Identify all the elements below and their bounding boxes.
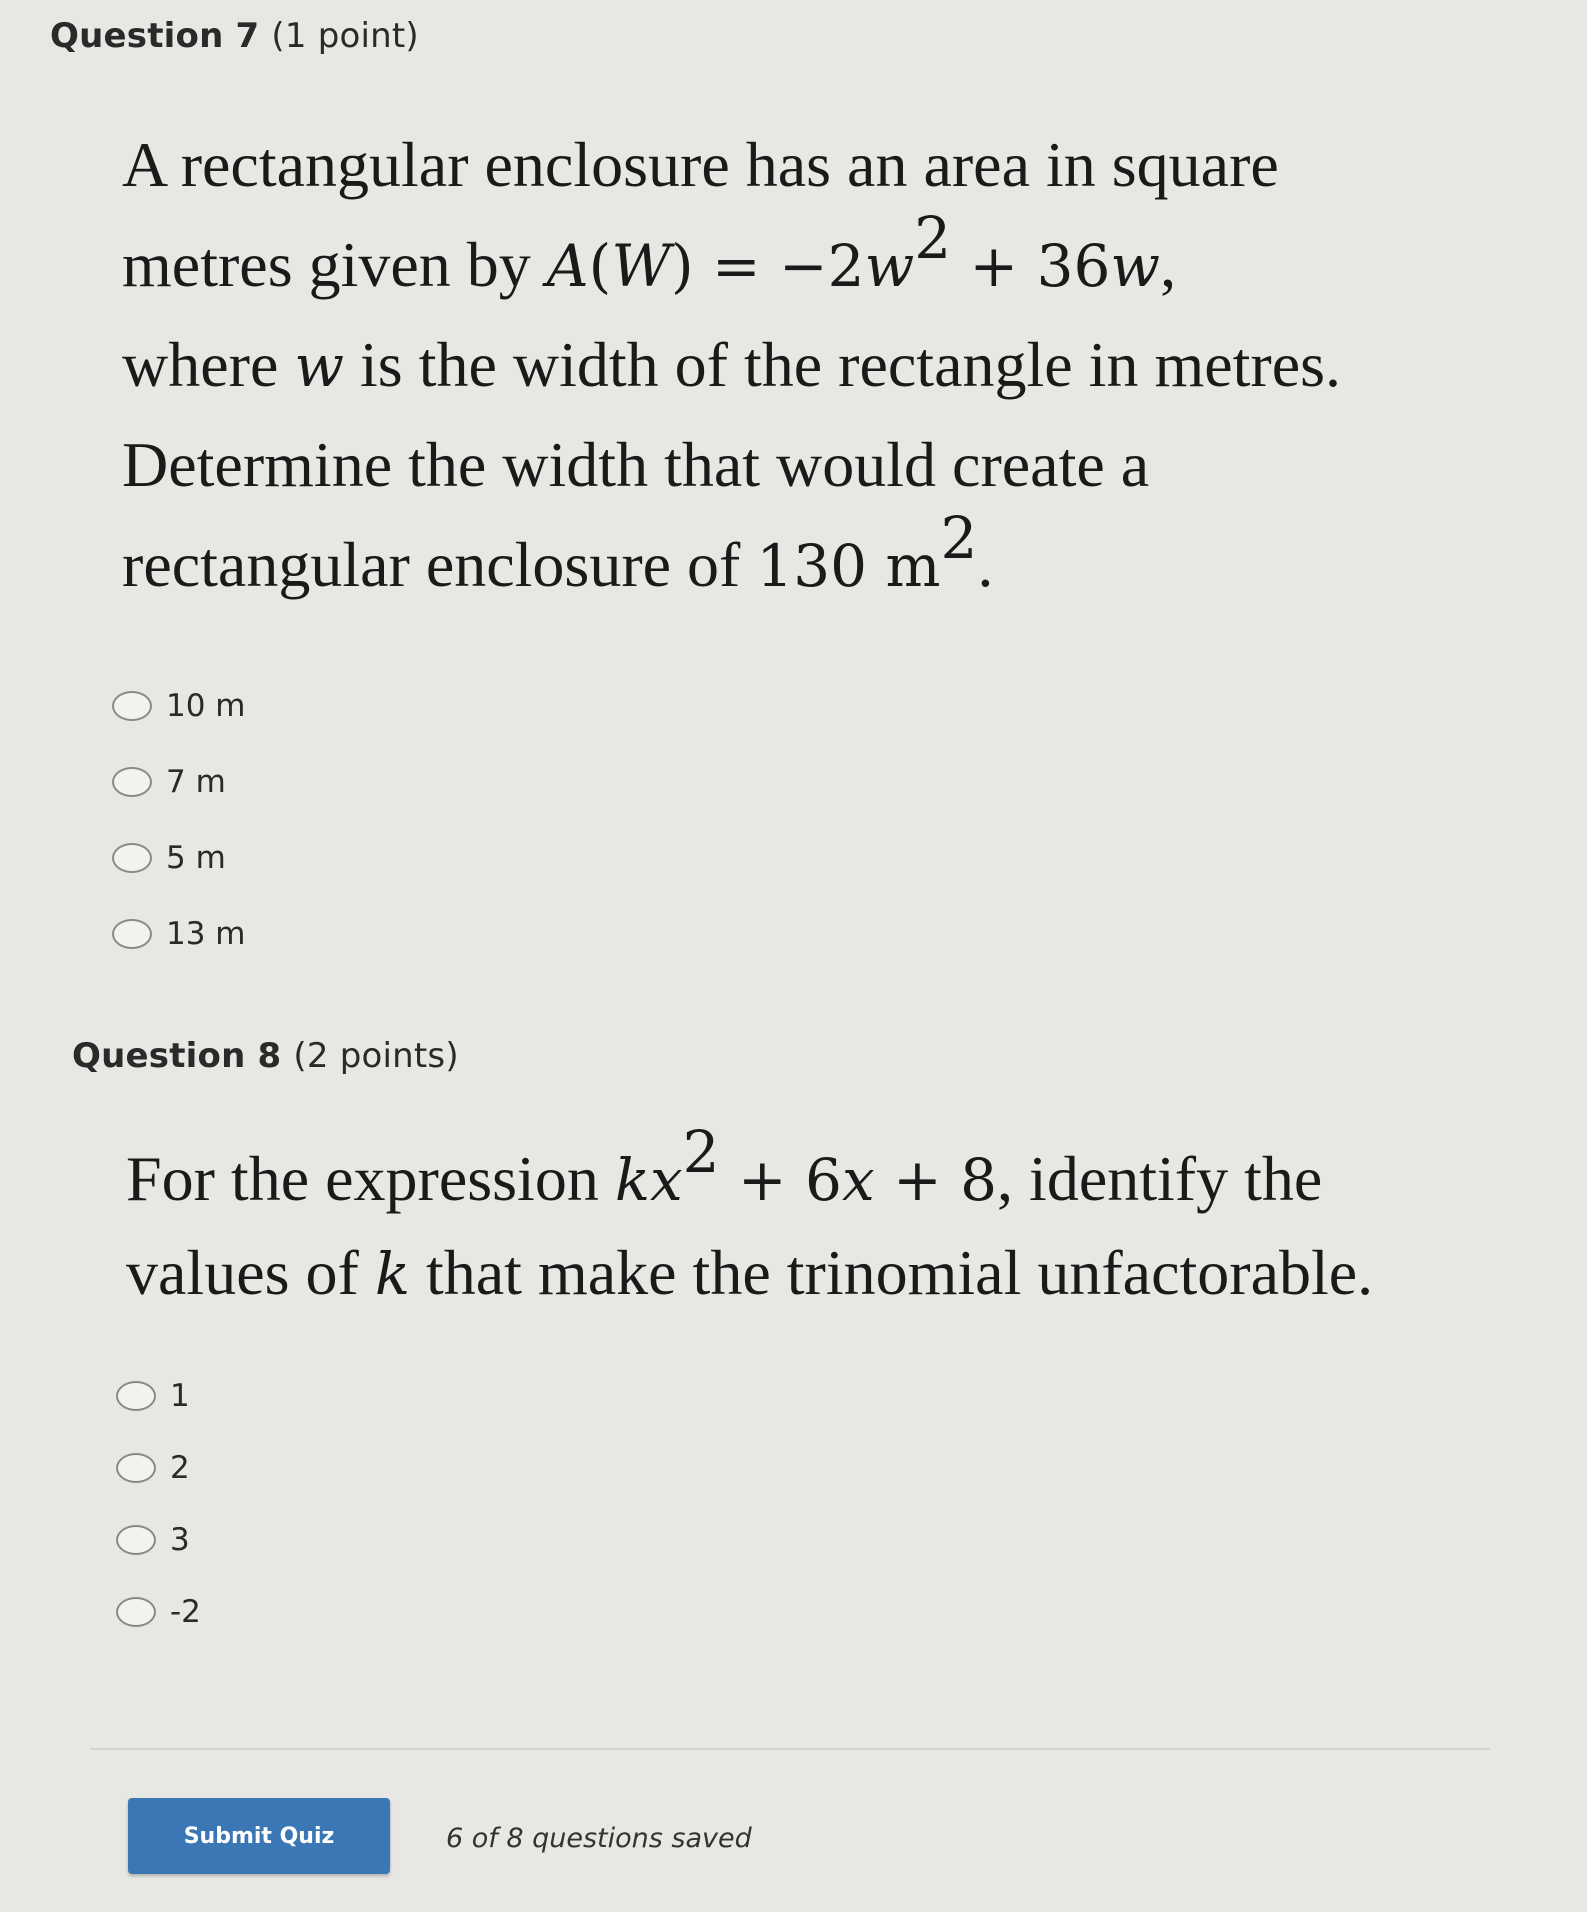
q7-math-w2: w: [1110, 232, 1161, 300]
q7-math-eq: = −2: [693, 232, 865, 300]
question-8-header: [72, 1036, 459, 1076]
q8-option-3[interactable]: [116, 1504, 201, 1576]
q7-line5-prefix: rectangular enclosure of: [122, 529, 757, 600]
q7-line5-suffix: .: [977, 529, 994, 600]
q7-option-label: 13 m: [166, 916, 246, 952]
q8-line2-suffix: that make the trinomial unfactorable.: [409, 1237, 1374, 1308]
question-8-number: Question 8: [72, 1036, 282, 1076]
q7-option-7m[interactable]: [112, 744, 246, 820]
radio-button[interactable]: [112, 767, 152, 797]
q8-math-kx: kx: [614, 1146, 683, 1214]
question-7-line-1: A rectangular enclosure has an area in square: [122, 129, 1279, 200]
radio-button[interactable]: [116, 1525, 156, 1555]
q7-option-label: 10 m: [166, 688, 246, 724]
q8-option-1[interactable]: [116, 1360, 201, 1432]
question-7-line-3: [122, 315, 1341, 415]
q7-option-10m[interactable]: [112, 668, 246, 744]
q7-math-w1: w: [864, 232, 915, 300]
question-7-number: Question 7: [50, 16, 260, 56]
q8-option-label: 1: [170, 1378, 190, 1414]
q7-line2-prefix: metres given by: [122, 229, 547, 300]
footer-divider: [90, 1748, 1490, 1750]
q7-line3-suffix: is the width of the rectangle in metres.: [344, 329, 1342, 400]
question-7-points: (1 point): [271, 16, 419, 56]
radio-button[interactable]: [112, 919, 152, 949]
q7-math-W: W: [611, 232, 671, 300]
q7-line5-exp: 2: [940, 504, 978, 572]
question-7-header: [50, 16, 419, 56]
question-7-line-4: Determine the width that would create a: [122, 429, 1150, 500]
q8-option-minus-2[interactable]: [116, 1576, 201, 1648]
q8-line1-suffix: , identify the: [997, 1143, 1323, 1214]
q8-line2-var: k: [374, 1240, 410, 1308]
q8-math-plus6: + 6: [719, 1146, 842, 1214]
saved-status-text: 6 of 8 questions saved: [446, 1823, 752, 1854]
q8-math-exp: 2: [682, 1118, 720, 1186]
radio-button[interactable]: [112, 691, 152, 721]
q7-math-paren-open: (: [588, 232, 612, 300]
q7-math-plus: + 36: [951, 232, 1111, 300]
radio-button[interactable]: [116, 1381, 156, 1411]
question-8-options: [116, 1360, 201, 1648]
question-7-line-5: [122, 504, 1341, 615]
radio-button[interactable]: [116, 1453, 156, 1483]
q8-option-label: 2: [170, 1450, 190, 1486]
radio-button[interactable]: [112, 843, 152, 873]
q7-math-exp: 2: [914, 204, 952, 272]
q7-option-13m[interactable]: [112, 896, 246, 972]
q7-line2-suffix: ,: [1160, 229, 1177, 300]
q7-option-label: 5 m: [166, 840, 226, 876]
q7-line3-var: w: [294, 332, 344, 400]
question-8-line-1: [126, 1118, 1373, 1226]
q7-line3-prefix: where: [122, 329, 295, 400]
question-8-points: (2 points): [293, 1036, 459, 1076]
question-7-text: [122, 115, 1341, 615]
q7-option-5m[interactable]: [112, 820, 246, 896]
q8-option-label: 3: [170, 1522, 190, 1558]
question-8-line-2: [126, 1226, 1373, 1320]
q7-option-label: 7 m: [166, 764, 226, 800]
q8-line2-prefix: values of: [126, 1237, 375, 1308]
radio-button[interactable]: [116, 1597, 156, 1627]
q8-option-2[interactable]: [116, 1432, 201, 1504]
q8-math-x: x: [841, 1146, 875, 1214]
q8-math-plus8: + 8: [874, 1146, 998, 1214]
q7-math-paren-close: ): [670, 232, 694, 300]
q7-line5-value: 130 m: [756, 532, 941, 600]
q8-option-label: -2: [170, 1594, 201, 1630]
question-8-text: [126, 1118, 1374, 1320]
submit-quiz-button[interactable]: Submit Quiz: [128, 1798, 390, 1874]
q8-line1-prefix: For the expression: [126, 1143, 615, 1214]
question-7-options: [112, 668, 246, 972]
question-7-line-2: [122, 204, 1341, 315]
q7-math-a: A: [546, 232, 589, 300]
